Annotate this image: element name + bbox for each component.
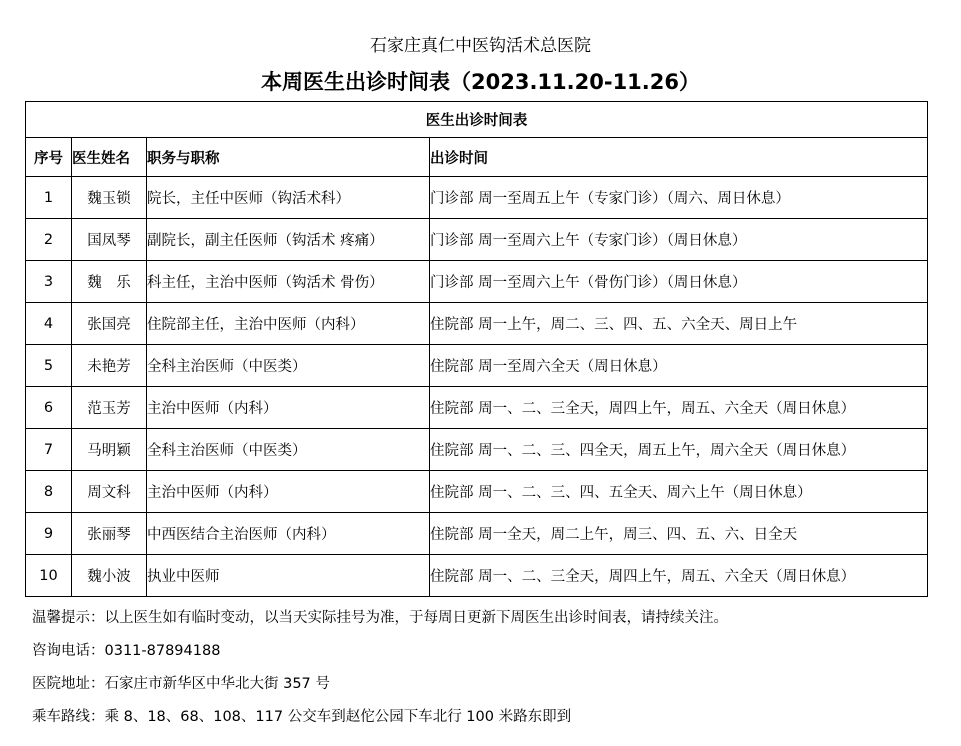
table-row <box>26 177 928 219</box>
row-no: 7 <box>26 429 72 471</box>
doctor-name: 魏 乐 <box>72 261 147 303</box>
table-row <box>26 219 928 261</box>
header-no: 序号 <box>26 138 72 177</box>
doctor-name: 周文科 <box>72 471 147 513</box>
doctor-position: 全科主治医师（中医类） <box>147 345 430 387</box>
row-no: 5 <box>26 345 72 387</box>
phone-note: 咨询电话：0311-87894188 <box>32 643 221 659</box>
table-row <box>26 303 928 345</box>
doctor-position: 住院部主任，主治中医师（内科） <box>147 303 430 345</box>
table-row <box>26 345 928 387</box>
schedule-table <box>25 101 928 597</box>
doctor-position: 执业中医师 <box>147 555 430 597</box>
doctor-position: 主治中医师（内科） <box>147 387 430 429</box>
row-no: 1 <box>26 177 72 219</box>
doctor-name: 范玉芳 <box>72 387 147 429</box>
doctor-name: 魏小波 <box>72 555 147 597</box>
doctor-name: 未艳芳 <box>72 345 147 387</box>
doctor-name: 魏玉锁 <box>72 177 147 219</box>
row-no: 9 <box>26 513 72 555</box>
table-header-row <box>26 138 928 177</box>
header-schedule: 出诊时间 <box>430 138 928 177</box>
header-position: 职务与职称 <box>147 138 430 177</box>
doctor-schedule: 住院部 周一上午，周二、三、四、五、六全天、周日上午 <box>430 303 928 345</box>
doctor-schedule: 门诊部 周一至周五上午（专家门诊）（周六、周日休息） <box>430 177 928 219</box>
doctor-schedule: 住院部 周一、二、三全天，周四上午，周五、六全天（周日休息） <box>430 387 928 429</box>
doctor-position: 科主任，主治中医师（钩活术 骨伤） <box>147 261 430 303</box>
page-title: 本周医生出诊时间表（2023.11.20-11.26） <box>261 70 700 94</box>
row-no: 6 <box>26 387 72 429</box>
route-note: 乘车路线：乘 8、18、68、108、117 公交车到赵佗公园下车北行 100 米路东即到 <box>32 709 572 725</box>
doctor-schedule: 住院部 周一、二、三、四、五全天、周六上午（周日休息） <box>430 471 928 513</box>
doctor-schedule: 门诊部 周一至周六上午（专家门诊）（周日休息） <box>430 219 928 261</box>
address-note: 医院地址：石家庄市新华区中华北大街 357 号 <box>32 676 330 692</box>
table-row <box>26 555 928 597</box>
doctor-name: 张国亮 <box>72 303 147 345</box>
row-no: 10 <box>26 555 72 597</box>
doctor-position: 副院长，副主任医师（钩活术 疼痛） <box>147 219 430 261</box>
doctor-name: 马明颖 <box>72 429 147 471</box>
doctor-schedule: 住院部 周一全天，周二上午，周三、四、五、六、日全天 <box>430 513 928 555</box>
table-row <box>26 471 928 513</box>
table-row <box>26 429 928 471</box>
table-row <box>26 513 928 555</box>
doctor-position: 院长，主任中医师（钩活术科） <box>147 177 430 219</box>
notes-section <box>32 608 932 740</box>
table-row <box>26 387 928 429</box>
doctor-position: 主治中医师（内科） <box>147 471 430 513</box>
doctor-schedule: 住院部 周一至周六全天（周日休息） <box>430 345 928 387</box>
row-no: 3 <box>26 261 72 303</box>
doctor-name: 国凤琴 <box>72 219 147 261</box>
row-no: 4 <box>26 303 72 345</box>
table-row <box>26 261 928 303</box>
hospital-name: 石家庄真仁中医钩活术总医院 <box>370 36 591 56</box>
doctor-position: 全科主治医师（中医类） <box>147 429 430 471</box>
row-no: 8 <box>26 471 72 513</box>
doctor-schedule: 门诊部 周一至周六上午（骨伤门诊）（周日休息） <box>430 261 928 303</box>
doctor-position: 中西医结合主治医师（内科） <box>147 513 430 555</box>
row-no: 2 <box>26 219 72 261</box>
reminder-note: 温馨提示：以上医生如有临时变动，以当天实际挂号为准，于每周日更新下周医生出诊时间表，请持续关注。 <box>32 610 728 626</box>
header-name: 医生姓名 <box>72 138 147 177</box>
doctor-schedule: 住院部 周一、二、三、四全天，周五上午，周六全天（周日休息） <box>430 429 928 471</box>
table-caption: 医生出诊时间表 <box>26 102 928 138</box>
doctor-schedule: 住院部 周一、二、三全天，周四上午，周五、六全天（周日休息） <box>430 555 928 597</box>
table-caption-row <box>26 102 928 138</box>
doctor-name: 张丽琴 <box>72 513 147 555</box>
